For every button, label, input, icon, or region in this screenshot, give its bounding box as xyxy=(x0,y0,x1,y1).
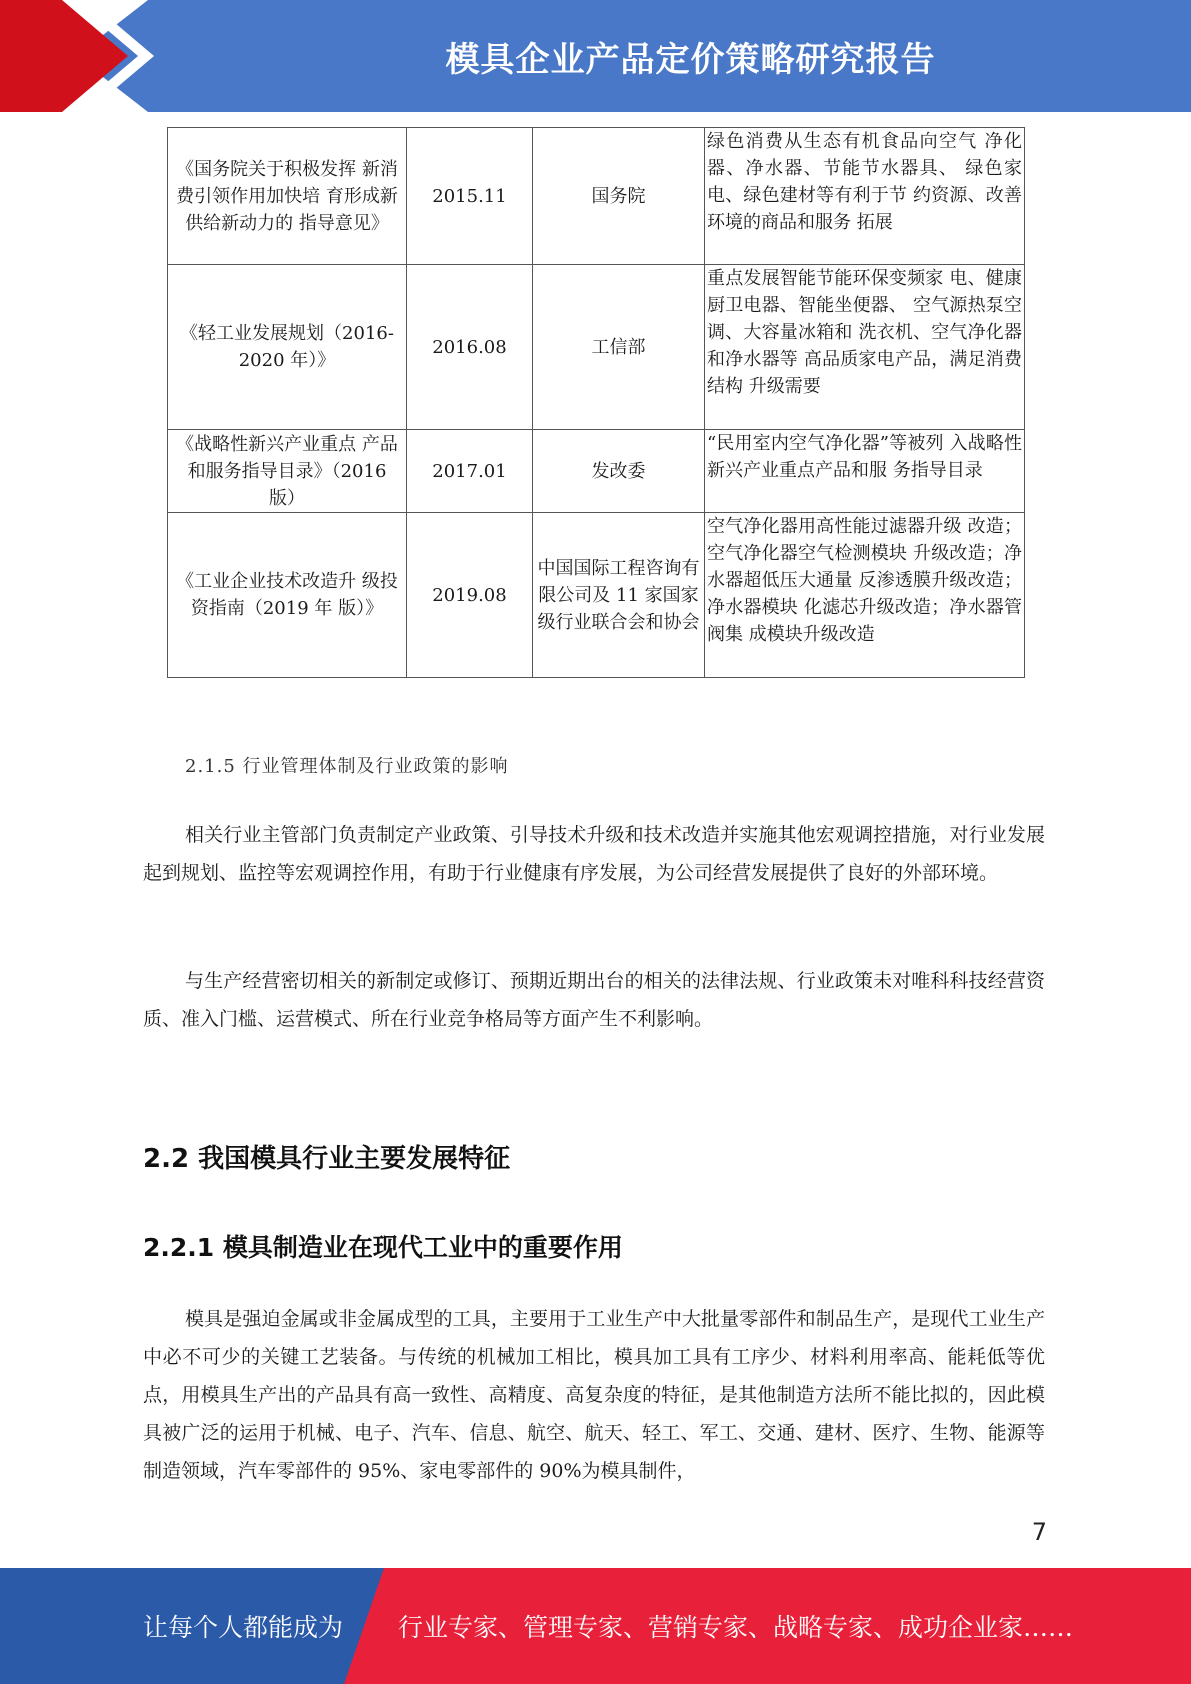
policy-table xyxy=(167,127,1025,678)
footer-slogan-left: 让每个人都能成为 xyxy=(143,1613,344,1642)
paragraph: 模具是强迫金属或非金属成型的工具，主要用于工业生产中大批量零部件和制品生产，是现代工业生产中必不可少的关键工艺装备。与传统的机械加工相比，模具加工具有工序少、材料利用率高、能耗低等优点，用模具生产出的产品具有高一致性、高精度、高复杂度的特征，是其他制造方法所不能比拟的，因此模具被广泛的运用于机械、电子、汽车、信息、航空、航天、轻工、军工、交通、建材、医疗、生物、能源等制造领域，汽车零部件的 95%、家电零部件的 90%为模具制件， xyxy=(143,1308,1045,1482)
page-number: 7 xyxy=(1031,1518,1047,1546)
section-heading-2-2: 2.2 我国模具行业主要发展特征 xyxy=(143,1144,511,1174)
policy-date-cell: 2017.01 xyxy=(407,430,533,513)
policy-name-cell: 《战略性新兴产业重点 产品和服务指导目录》（2016 版） xyxy=(168,430,407,513)
policy-content-cell: “民用室内空气净化器”等被列 入战略性新兴产业重点产品和服 务指导目录 xyxy=(705,430,1025,513)
paragraph: 与生产经营密切相关的新制定或修订、预期近期出台的相关的法律法规、行业政策未对唯科科技经营资质、准入门槛、运营模式、所在行业竞争格局等方面产生不利影响。 xyxy=(143,970,1045,1030)
policy-dept-cell: 发改委 xyxy=(533,430,705,513)
table-row xyxy=(168,128,1025,265)
policy-date-cell: 2015.11 xyxy=(407,128,533,265)
policy-content-cell: 重点发展智能节能环保变频家 电、健康厨卫电器、智能坐便器、 空气源热泵空调、大容量冰箱和 洗衣机、空气净化器和净水器等 高品质家电产品，满足消费结构 升级需要 xyxy=(705,265,1025,430)
policy-dept-cell: 国务院 xyxy=(533,128,705,265)
paragraph: 相关行业主管部门负责制定产业政策、引导技术升级和技术改造并实施其他宏观调控措施，对行业发展起到规划、监控等宏观调控作用，有助于行业健康有序发展，为公司经营发展提供了良好的外部环境。 xyxy=(143,824,1045,884)
policy-name-cell: 《工业企业技术改造升 级投资指南（2019 年 版）》 xyxy=(168,513,407,678)
table-row xyxy=(168,513,1025,678)
table-row xyxy=(168,430,1025,513)
policy-date-cell: 2016.08 xyxy=(407,265,533,430)
policy-dept-cell: 中国国际工程咨询有限公司及 11 家国家级行业联合会和协会 xyxy=(533,513,705,678)
policy-date-cell: 2019.08 xyxy=(407,513,533,678)
policy-content-cell: 绿色消费从生态有机食品向空气 净化器、净水器、节能节水器具、 绿色家电、绿色建材等有利于节 约资源、改善环境的商品和服务 拓展 xyxy=(705,128,1025,265)
section-heading-2-1-5: 2.1.5 行业管理体制及行业政策的影响 xyxy=(185,756,509,777)
header-arrow-icon xyxy=(0,0,160,112)
policy-name-cell: 《轻工业发展规划（2016-2020 年）》 xyxy=(168,265,407,430)
policy-dept-cell: 工信部 xyxy=(533,265,705,430)
page-header xyxy=(0,0,1191,112)
page-footer xyxy=(0,1568,1191,1684)
report-title: 模具企业产品定价策略研究报告 xyxy=(445,39,936,80)
policy-content-cell: 空气净化器用高性能过滤器升级 改造；空气净化器空气检测模块 升级改造；净水器超低压大通量 反渗透膜升级改造；净水器模块 化滤芯升级改造；净水器管阀集 成模块升级改造 xyxy=(705,513,1025,678)
table-row xyxy=(168,265,1025,430)
footer-slogan-right: 行业专家、管理专家、营销专家、战略专家、成功企业家…… xyxy=(398,1613,1074,1642)
policy-name-cell: 《国务院关于积极发挥 新消费引领作用加快培 育形成新供给新动力的 指导意见》 xyxy=(168,128,407,265)
section-heading-2-2-1: 2.2.1 模具制造业在现代工业中的重要作用 xyxy=(143,1233,623,1262)
